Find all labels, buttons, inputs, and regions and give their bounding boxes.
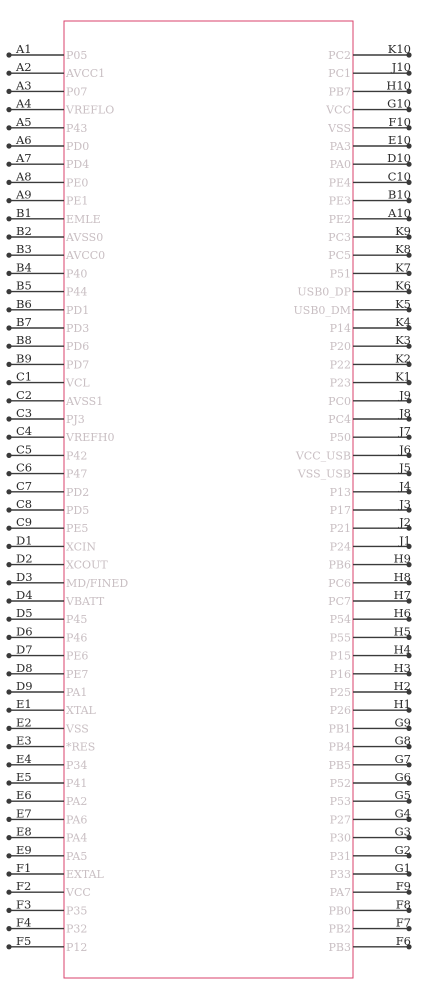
pin-number: E5 xyxy=(16,770,32,784)
pin-name: P51 xyxy=(329,267,351,281)
pin-dot xyxy=(6,180,11,185)
pin-number: C5 xyxy=(16,442,33,457)
pin-number: F9 xyxy=(395,879,411,894)
pin-name: VSS xyxy=(66,722,89,736)
pin-number: F10 xyxy=(388,114,411,129)
pin-dot xyxy=(6,507,11,512)
pin-dot xyxy=(6,125,11,130)
pin-name: VSS_USB xyxy=(297,467,351,481)
pin-dot xyxy=(6,143,11,148)
pin-number: B1 xyxy=(16,205,32,220)
pin-name: P35 xyxy=(66,904,88,918)
ic-body-outline xyxy=(64,21,353,978)
pin-dot xyxy=(6,234,11,239)
pin-number: E7 xyxy=(16,806,32,821)
pin-name: P33 xyxy=(329,868,351,881)
pin-number: G6 xyxy=(394,770,411,784)
pin-name: VCC xyxy=(326,103,351,117)
pin-number: D1 xyxy=(16,533,33,548)
pin-name: PE2 xyxy=(328,212,351,226)
pin-number: K7 xyxy=(395,260,411,275)
pin-number: E2 xyxy=(16,715,32,730)
pin-name: AVCC0 xyxy=(66,249,106,263)
pin-name: PB0 xyxy=(328,904,351,918)
pin-number: D9 xyxy=(16,679,33,693)
pin-number: C7 xyxy=(16,478,33,493)
pin-name: P21 xyxy=(329,522,351,536)
pin-name: EMLE xyxy=(66,212,101,226)
pin-dot xyxy=(6,835,11,840)
pin-name: P14 xyxy=(329,322,351,335)
pin-dot xyxy=(6,544,11,549)
pin-number: G7 xyxy=(394,751,411,766)
pin-dot xyxy=(6,890,11,895)
pin-number: C4 xyxy=(16,424,33,439)
pin-name: EXTAL xyxy=(66,868,104,881)
pin-name: P22 xyxy=(329,358,351,372)
pin-name: VREFH0 xyxy=(66,431,115,445)
pin-number: J10 xyxy=(391,60,411,75)
pin-dot xyxy=(6,253,11,258)
pin-number: H5 xyxy=(393,624,411,639)
pin-number: G3 xyxy=(394,824,411,839)
pin-number: B6 xyxy=(16,296,32,311)
pin-name: P40 xyxy=(66,267,88,281)
pin-number: H10 xyxy=(386,78,411,93)
pin-name: P16 xyxy=(329,667,351,681)
pin-number: E10 xyxy=(387,133,411,147)
pin-name: AVCC1 xyxy=(66,67,106,81)
pin-number: H3 xyxy=(393,660,411,675)
pin-dot xyxy=(6,471,11,476)
pin-dot xyxy=(6,580,11,585)
pin-name: PD1 xyxy=(66,303,90,317)
pin-name: PA1 xyxy=(66,686,88,699)
pin-name: PD5 xyxy=(66,504,90,517)
pin-number: A6 xyxy=(16,133,32,147)
pin-number: K6 xyxy=(395,278,411,293)
pin-number: J3 xyxy=(399,497,411,511)
pin-name: AVSS1 xyxy=(66,394,104,408)
pin-name: PA4 xyxy=(66,831,88,845)
pin-number: G8 xyxy=(394,733,411,748)
pin-dot xyxy=(6,689,11,694)
pin-name: P50 xyxy=(329,431,351,445)
pin-number: H6 xyxy=(393,606,411,621)
pin-dot xyxy=(6,307,11,312)
pin-number: C3 xyxy=(16,406,33,420)
pin-dot xyxy=(6,762,11,767)
pin-name: P26 xyxy=(329,704,351,718)
pin-dot xyxy=(6,598,11,603)
pin-number: K10 xyxy=(387,42,411,56)
pin-name: MD/FINED xyxy=(66,576,129,590)
pin-name: P24 xyxy=(329,540,351,554)
pin-number: B7 xyxy=(16,315,32,329)
pin-number: F8 xyxy=(395,897,411,912)
pin-name: P34 xyxy=(66,758,88,772)
pin-name: VCC_USB xyxy=(295,449,351,463)
pin-dot xyxy=(6,853,11,858)
pin-name: P23 xyxy=(329,376,351,390)
pin-number: C8 xyxy=(16,497,33,511)
pin-name: AVSS0 xyxy=(66,231,104,244)
pin-dot xyxy=(6,416,11,421)
pin-number: J5 xyxy=(399,460,411,475)
pin-dot xyxy=(6,198,11,203)
pin-name: PD0 xyxy=(66,140,90,153)
pin-name: USB0_DP xyxy=(297,285,351,299)
pin-name: XCOUT xyxy=(66,558,108,572)
pin-name: PC2 xyxy=(328,49,351,62)
pin-number: E3 xyxy=(16,733,32,748)
pin-number: A1 xyxy=(16,42,32,56)
pin-name: PB2 xyxy=(328,922,351,936)
pin-name: PB6 xyxy=(328,558,351,572)
pin-number: B4 xyxy=(16,260,32,275)
pin-name: PC7 xyxy=(328,595,351,608)
pin-dot xyxy=(6,653,11,658)
pin-name: PE7 xyxy=(66,667,89,681)
pin-name: P13 xyxy=(329,485,351,499)
pin-name: PE0 xyxy=(66,176,89,190)
pin-name: PE1 xyxy=(66,194,89,208)
pin-name: P54 xyxy=(329,613,351,627)
pin-dot xyxy=(6,871,11,876)
pin-number: D3 xyxy=(16,569,33,584)
pin-dot xyxy=(6,271,11,276)
pin-number: E4 xyxy=(16,751,32,766)
pin-number: A9 xyxy=(16,187,32,202)
pin-dot xyxy=(6,617,11,622)
pin-name: XTAL xyxy=(66,704,96,718)
pin-name: VCL xyxy=(66,376,90,390)
pin-name: P27 xyxy=(329,813,351,827)
pin-number: C10 xyxy=(387,169,411,184)
pin-name: P42 xyxy=(66,449,88,463)
pin-number: A2 xyxy=(16,60,32,75)
pin-name: PD6 xyxy=(66,340,90,354)
pin-name: XCIN xyxy=(66,540,97,554)
pin-number: B9 xyxy=(16,351,32,366)
pin-dot xyxy=(6,744,11,749)
pin-number: D6 xyxy=(16,624,33,639)
pin-number: H7 xyxy=(393,588,411,602)
pin-number: E8 xyxy=(16,824,32,839)
pin-dot xyxy=(6,944,11,949)
pin-number: J4 xyxy=(399,478,411,493)
pin-number: D5 xyxy=(16,606,33,621)
pin-name: P07 xyxy=(66,85,88,99)
pin-name: PB1 xyxy=(328,722,351,736)
pin-number: K4 xyxy=(395,315,411,329)
pin-name: PE3 xyxy=(328,194,351,208)
pin-name: P25 xyxy=(329,686,351,699)
pin-name: P52 xyxy=(329,777,351,790)
pin-number: F3 xyxy=(16,897,32,912)
pin-number: J1 xyxy=(399,533,411,548)
pin-number: G9 xyxy=(394,715,411,730)
pin-number: K3 xyxy=(395,333,411,348)
pin-number: D7 xyxy=(16,642,33,657)
pin-number: F1 xyxy=(16,861,32,875)
pin-number: F5 xyxy=(16,933,32,948)
pin-number: H1 xyxy=(393,697,411,712)
pin-number: D10 xyxy=(387,151,411,166)
pin-number: B5 xyxy=(16,278,32,293)
pin-name: P17 xyxy=(329,504,351,517)
pin-number: J7 xyxy=(399,424,411,439)
pin-dot xyxy=(6,107,11,112)
pin-number: E6 xyxy=(16,788,32,803)
pin-dot xyxy=(6,562,11,567)
pin-name: PA2 xyxy=(66,795,88,809)
pin-name: P41 xyxy=(66,777,88,790)
pin-dot xyxy=(6,526,11,531)
pin-name: P45 xyxy=(66,613,88,627)
pin-name: P31 xyxy=(329,849,351,863)
pin-number: F2 xyxy=(16,879,32,894)
pin-number: H4 xyxy=(393,642,411,657)
pin-name: PA5 xyxy=(66,849,88,863)
pin-number: G1 xyxy=(394,861,411,875)
pin-dot xyxy=(6,289,11,294)
pin-name: P43 xyxy=(66,121,88,135)
pin-dot xyxy=(6,216,11,221)
pin-number: G10 xyxy=(387,96,411,111)
pin-name: PD3 xyxy=(66,322,90,335)
pin-name: PE4 xyxy=(328,176,351,190)
pin-name: PB7 xyxy=(328,85,351,99)
pin-name: P46 xyxy=(66,631,88,645)
pin-number: D2 xyxy=(16,551,33,566)
pin-dot xyxy=(6,799,11,804)
pin-dot xyxy=(6,162,11,167)
pin-name: PD4 xyxy=(66,158,90,172)
pin-dot xyxy=(6,453,11,458)
pin-dot xyxy=(6,89,11,94)
pin-name: PD2 xyxy=(66,485,90,499)
pin-number: E9 xyxy=(16,842,32,857)
pin-number: F4 xyxy=(16,915,32,930)
pin-name: USB0_DM xyxy=(293,303,351,317)
pin-name: P55 xyxy=(329,631,351,645)
pin-dot xyxy=(6,780,11,785)
pin-dot xyxy=(6,671,11,676)
pin-name: PC1 xyxy=(328,67,351,81)
pin-dot xyxy=(6,52,11,57)
pin-number: C9 xyxy=(16,515,33,530)
pin-number: A7 xyxy=(16,151,32,166)
pin-name: VREFLO xyxy=(66,103,115,117)
pin-number: A5 xyxy=(16,114,32,129)
pin-number: B10 xyxy=(387,187,411,202)
pin-dot xyxy=(6,908,11,913)
pin-name: P53 xyxy=(329,795,351,809)
pin-dot xyxy=(6,726,11,731)
pin-name: P47 xyxy=(66,467,88,481)
pin-dot xyxy=(6,325,11,330)
pin-dot xyxy=(6,435,11,440)
pin-name: P44 xyxy=(66,285,88,299)
pin-number: E1 xyxy=(16,697,32,712)
pin-dot xyxy=(6,489,11,494)
pin-name: VCC xyxy=(66,886,91,900)
pin-name: PD7 xyxy=(66,358,90,372)
pin-number: J2 xyxy=(399,515,411,530)
pin-name: PC3 xyxy=(328,231,351,244)
pin-name: PC5 xyxy=(328,249,351,263)
pin-number: K2 xyxy=(395,351,411,366)
pin-dot xyxy=(6,71,11,76)
pin-name: PA7 xyxy=(329,886,351,900)
pin-number: C6 xyxy=(16,460,33,475)
pin-name: P05 xyxy=(66,49,88,62)
pin-name: P20 xyxy=(329,340,351,354)
pin-number: J8 xyxy=(399,406,411,420)
pin-dot xyxy=(6,398,11,403)
pin-name: PC4 xyxy=(328,413,351,426)
pin-name: P15 xyxy=(329,649,351,663)
pin-name: PE5 xyxy=(66,522,89,536)
pin-number: H2 xyxy=(393,679,411,693)
pin-name: PA6 xyxy=(66,813,88,827)
pin-name: PA0 xyxy=(329,158,351,172)
pin-name: PC0 xyxy=(328,394,351,408)
pin-number: B3 xyxy=(16,242,32,257)
pin-name: PB3 xyxy=(328,940,351,954)
pin-name: VBATT xyxy=(66,595,105,608)
pin-number: B8 xyxy=(16,333,32,348)
pin-number: A8 xyxy=(16,169,32,184)
pin-number: D4 xyxy=(16,588,33,602)
pin-name: PB5 xyxy=(328,758,351,772)
pin-dot xyxy=(6,635,11,640)
pin-number: F7 xyxy=(395,915,411,930)
pin-name: PC6 xyxy=(328,576,351,590)
pin-name: PJ3 xyxy=(66,413,85,426)
pin-dot xyxy=(6,708,11,713)
pin-dot xyxy=(6,344,11,349)
pin-number: K5 xyxy=(395,296,411,311)
pin-number: K9 xyxy=(395,224,411,238)
pin-name: P32 xyxy=(66,922,88,936)
pin-name: P12 xyxy=(66,940,88,954)
pin-name: PA3 xyxy=(329,140,351,153)
pin-dot xyxy=(6,817,11,822)
pin-number: G5 xyxy=(394,788,411,803)
pin-number: D8 xyxy=(16,660,33,675)
pin-number: C2 xyxy=(16,387,33,402)
pin-number: J6 xyxy=(399,442,411,457)
pin-number: A10 xyxy=(388,205,411,220)
pin-number: A4 xyxy=(16,96,32,111)
pin-number: B2 xyxy=(16,224,32,238)
pin-number: J9 xyxy=(399,387,411,402)
pin-number: H8 xyxy=(393,569,411,584)
pin-name: PE6 xyxy=(66,649,89,663)
pin-name: P30 xyxy=(329,831,351,845)
pin-number: H9 xyxy=(393,551,411,566)
pin-number: K8 xyxy=(395,242,411,257)
pin-number: G4 xyxy=(394,806,411,821)
pin-number: F6 xyxy=(395,933,411,948)
pin-number: A3 xyxy=(16,78,32,93)
pin-name: PB4 xyxy=(328,740,351,754)
pin-number: C1 xyxy=(16,369,33,384)
pin-number: K1 xyxy=(395,369,411,384)
pin-dot xyxy=(6,362,11,367)
pin-number: G2 xyxy=(394,842,411,857)
pin-name: VSS xyxy=(328,121,351,135)
pin-name: *RES xyxy=(66,740,96,754)
pin-dot xyxy=(6,380,11,385)
pin-dot xyxy=(6,926,11,931)
